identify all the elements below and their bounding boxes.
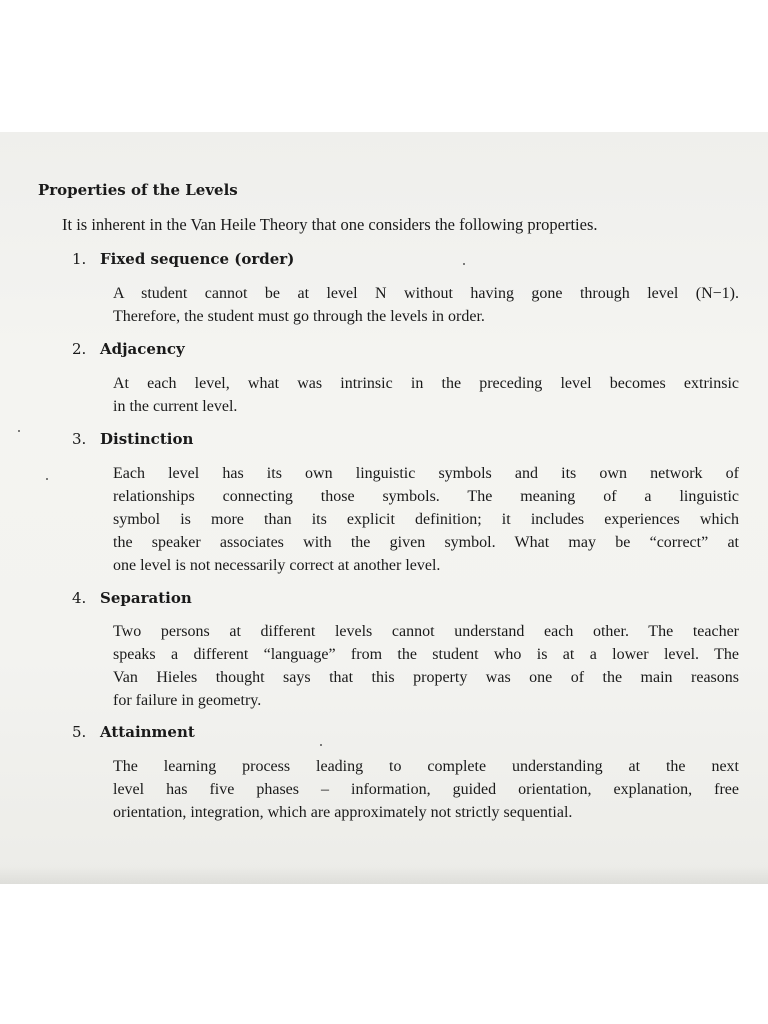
intro-paragraph: It is inherent in the Van Heile Theory that one considers the following properties. (62, 215, 598, 234)
body-line: Van Hieles thought says that this property was one of the main reasons (113, 669, 739, 686)
list-item-body (113, 620, 739, 712)
list-item-heading: Adjacency (100, 340, 185, 358)
list-item-title (72, 723, 195, 741)
body-line: The learning process leading to complete understanding at the next (113, 758, 739, 775)
list-item-number: 1. (72, 250, 87, 268)
body-line: speaks a different “language” from the student who is at a lower level. The (113, 646, 739, 663)
list-item-body (113, 755, 739, 824)
body-line: Two persons at different levels cannot understand each other. The teacher (113, 623, 739, 640)
list-item-title (72, 250, 294, 268)
body-line: relationships connecting those symbols. The meaning of a linguistic (113, 488, 739, 505)
list-item-number: 4. (72, 589, 87, 607)
list-item-heading: Separation (100, 589, 192, 607)
body-line: A student cannot be at level N without having gone through level (N−1). (113, 285, 739, 302)
list-item-number: 3. (72, 430, 87, 448)
body-line: orientation, integration, which are approximately not strictly sequential. (113, 804, 573, 821)
list-item-body (113, 282, 739, 328)
body-line: level has five phases – information, guided orientation, explanation, free (113, 781, 739, 798)
list-item-title (72, 430, 193, 448)
list-item-title (72, 589, 192, 607)
section-heading: Properties of the Levels (38, 181, 238, 199)
list-item-body (113, 372, 739, 418)
body-line: the speaker associates with the given symbol. What may be “correct” at (113, 534, 739, 551)
body-line: in the current level. (113, 398, 238, 415)
list-item-heading: Distinction (100, 430, 194, 448)
body-line: Each level has its own linguistic symbols and its own network of (113, 465, 739, 482)
body-line: Therefore, the student must go through the levels in order. (113, 308, 485, 325)
list-item-body (113, 462, 739, 577)
list-item-heading: Fixed sequence (order) (100, 250, 295, 268)
list-item-number: 5. (72, 723, 87, 741)
body-line: for failure in geometry. (113, 692, 262, 709)
body-line: one level is not necessarily correct at another level. (113, 557, 441, 574)
list-item-title (72, 340, 185, 358)
body-line: symbol is more than its explicit definition; it includes experiences which (113, 511, 739, 528)
body-line: At each level, what was intrinsic in the preceding level becomes extrinsic (113, 375, 739, 392)
list-item-heading: Attainment (100, 723, 195, 741)
list-item-number: 2. (72, 340, 87, 358)
